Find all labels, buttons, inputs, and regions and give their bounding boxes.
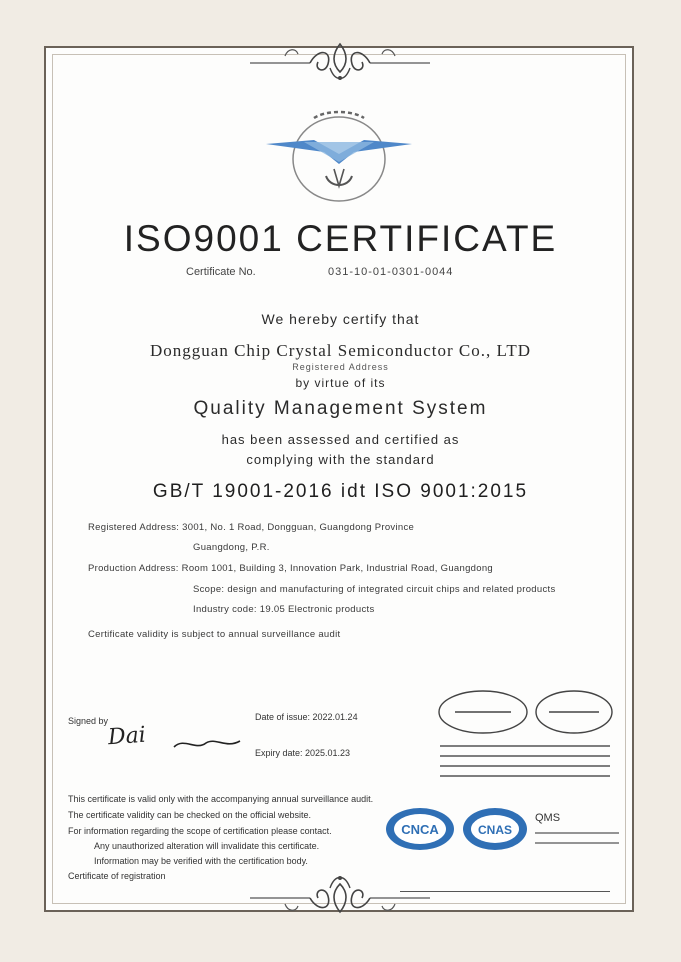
qms-badge-icon [535, 812, 619, 843]
assessment-statement-line-2: complying with the standard [246, 452, 435, 467]
seal-ovals-icon [435, 686, 615, 736]
svg-text:QMS: QMS [535, 812, 561, 824]
expiry-date: Expiry date: 2025.01.23 [255, 748, 351, 758]
note-line: Certificate of registration [68, 871, 166, 881]
standard-reference: GB/T 19001-2016 idt ISO 9001:2015 [152, 481, 529, 502]
company-subtitle: Registered Address [292, 362, 389, 372]
note-line: The certificate validity can be checked on the official website. [68, 810, 311, 820]
certificate-title: ISO9001 CERTIFICATE [123, 218, 558, 259]
certificate-number-label: Certificate No. [186, 266, 256, 278]
scope-line: Production Address: Room 1001, Building 3, Innovation Park, Industrial Road, Guangdong [88, 563, 493, 574]
signature-flourish-icon [172, 735, 242, 753]
note-line: This certificate is valid only with the accompanying annual surveillance audit. [68, 794, 374, 804]
company-name: Dongguan Chip Crystal Semiconductor Co., LTD [150, 341, 531, 360]
cnas-badge-icon [463, 808, 527, 850]
certification-body-logo-icon [264, 104, 414, 204]
scope-line: Registered Address: 3001, No. 1 Road, Dongguan, Guangdong Province [88, 522, 415, 533]
signed-by-label: Signed by [68, 716, 109, 726]
bottom-ornament-icon [240, 868, 440, 918]
note-line: Information may be verified with the certification body. [94, 856, 308, 866]
registration-lines-icon [440, 742, 610, 782]
scope-line: Industry code: 19.05 Electronic products [193, 604, 375, 615]
accreditation-badges [383, 805, 623, 855]
issue-date: Date of issue: 2022.01.24 [255, 712, 358, 722]
note-line: Any unauthorized alteration will invalidate this certificate. [94, 841, 320, 851]
svg-text:CNCA: CNCA [401, 822, 439, 837]
assessment-statement-line-1: has been assessed and certified as [221, 432, 460, 447]
scope-line: Certificate validity is subject to annual surveillance audit [88, 629, 341, 640]
by-virtue-statement: by virtue of its [295, 376, 386, 390]
svg-text:CNAS: CNAS [477, 823, 513, 837]
hereby-statement: We hereby certify that [261, 311, 420, 327]
scope-line: Scope: design and manufacturing of integrated circuit chips and related products [193, 584, 556, 595]
top-ornament-icon [240, 38, 440, 88]
cnca-badge-icon [386, 808, 454, 850]
note-line: For information regarding the scope of certification please contact. [68, 826, 332, 836]
scope-line: Guangdong, P.R. [193, 542, 270, 553]
handwritten-signature: Dai [107, 722, 147, 751]
certificate-number-value: 031-10-01-0301-0044 [328, 266, 454, 278]
bottom-rule [400, 891, 610, 892]
management-system-name: Quality Management System [193, 398, 488, 419]
